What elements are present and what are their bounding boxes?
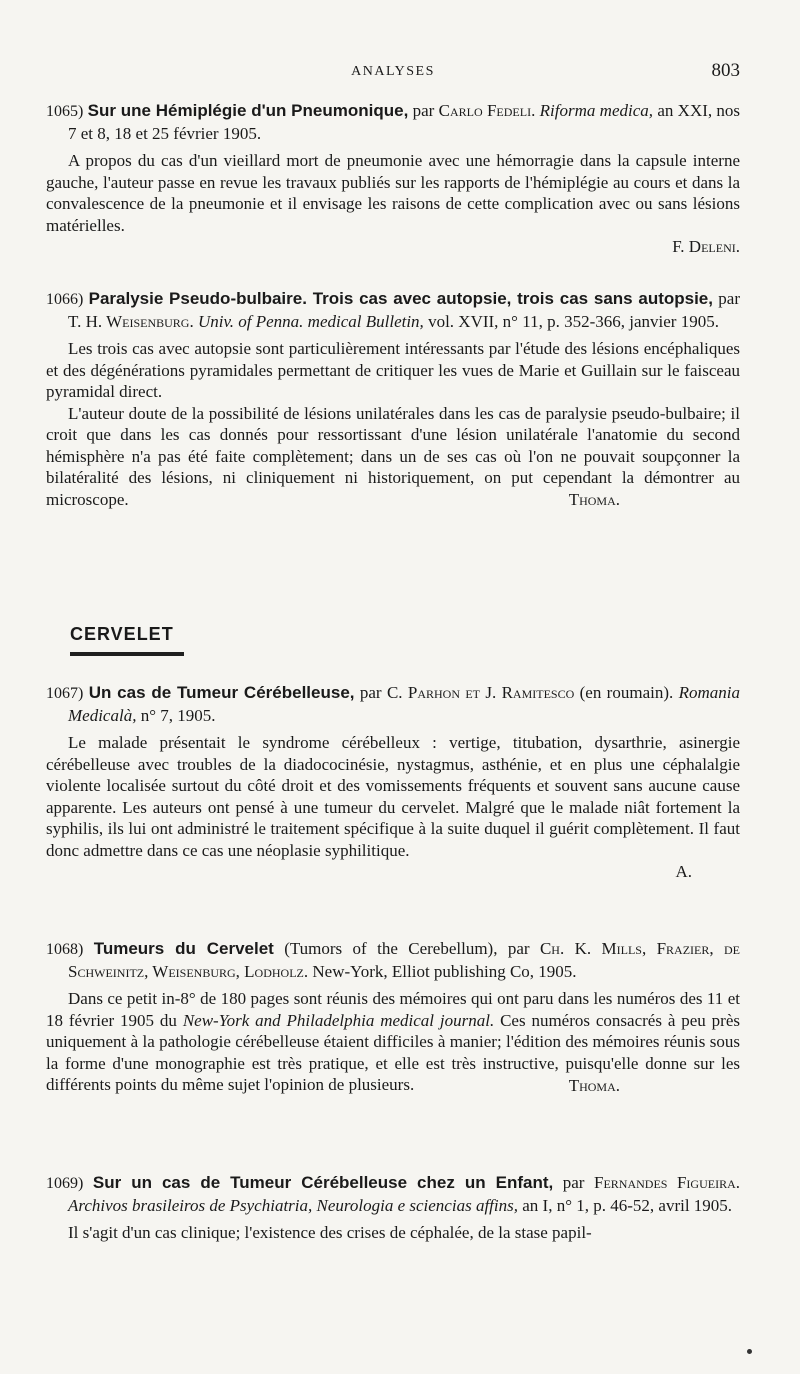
entry-number: 1065) <box>46 103 84 120</box>
page-number: 803 <box>711 60 740 81</box>
section-underline <box>70 652 184 656</box>
entry-title: Sur un cas de Tumeur Cérébelleuse chez un Enfant, <box>92 1173 554 1192</box>
by-word: par <box>507 939 530 958</box>
entry-journal: Romania Medicalà, <box>68 683 740 725</box>
entry-number: 1068) <box>46 941 84 958</box>
entry-author: Fernandes Figueira. <box>594 1173 741 1192</box>
document-page <box>46 0 740 1374</box>
entry-1066 <box>46 288 740 511</box>
entry-title: Un cas de Tumeur Cérébelleuse, <box>88 683 355 702</box>
entry-1069 <box>46 1172 740 1244</box>
citation <box>46 288 740 332</box>
entry-title: Tumeurs du Cervelet <box>93 939 274 958</box>
by-word: par <box>718 289 740 308</box>
by-word: par <box>412 101 435 120</box>
entry-author: Ch. K. Mills, Frazier, de Schweinitz, Weisenburg, Lodholz. <box>68 939 741 981</box>
entry-details: an XXI, nos 7 et 8, 18 et 25 février 1905. <box>68 101 741 143</box>
paragraph-start: Dans ce petit in-8° de 180 pages sont réunis des mémoires qui ont paru dans les numéros des 11 et 18 février 1905 du <box>46 989 740 1030</box>
entry-1065 <box>46 100 740 258</box>
entry-number: 1069) <box>46 1175 84 1192</box>
signature: Thoma. <box>568 490 620 509</box>
citation <box>46 100 740 144</box>
entry-author: Carlo Fedeli. <box>438 101 536 120</box>
entry-subtitle: (Tumors of the Cerebellum), <box>284 939 498 958</box>
abstract-paragraph: A propos du cas d'un vieillard mort de pneumonie avec une hémorragie dans la capsule interne gauche, l'auteur passe en revue les travaux publiés sur les rapports de l'hémiplégie au cours et dans la convalescence de la pneumonie et il envisage les raisons de cette complication avec ou sans lésions matérielles. <box>46 151 740 235</box>
page-header <box>46 60 740 88</box>
journal-reference: New-York and Philadelphia medical journal. <box>182 1010 495 1030</box>
ink-mark <box>747 1349 752 1354</box>
entry-journal: Riforma medica, <box>539 101 654 120</box>
entry-journal: Univ. of Penna. medical Bulletin, <box>197 311 424 331</box>
entry-number: 1067) <box>46 685 84 702</box>
entry-title: Sur une Hémiplégie d'un Pneumonique, <box>87 101 409 120</box>
entry-1067 <box>46 682 740 883</box>
by-word: par <box>562 1173 585 1192</box>
paragraph-end: Ces numéros consacrés à peu près uniquement à la pathologie cérébelleuse étaient difficiles à manier; l'édition des mémoires réunis sous la forme d'une monographie est très pratique, et elle est très instructive, puisqu'elle donne sur les différents points du même sujet l'opinion de plusieurs. <box>46 1010 740 1094</box>
entry-details: New-York, Elliot publishing Co, 1905. <box>312 961 577 981</box>
signature: F. Deleni. <box>672 237 740 256</box>
entry-author: T. H. Weisenburg. <box>68 311 194 331</box>
abstract-paragraph: L'auteur doute de la possibilité de lésions unilatérales dans les cas de paralysie pseudo-bulbaire; il croit que dans les cas donnés pour ressortissant d'une lésion unilatérale l'anatomie du second hémisphère n'a pas été faite complètement; dans un de ses cas où l'on ne pouvait soupçonner la bilatéralité des lésions, ni cliniquement ni historiquement, on put cependant la démontrer au microscope. <box>46 403 740 509</box>
section-heading: CERVELET <box>70 624 174 644</box>
entry-title: Paralysie Pseudo-bulbaire. Trois cas avec autopsie, trois cas sans autopsie, <box>88 289 713 308</box>
entry-journal: Archivos brasileiros de Psychiatria, Neurologia e sciencias affins, <box>68 1195 518 1215</box>
signature: A. <box>675 862 692 881</box>
signature: Thoma. <box>568 1075 620 1095</box>
abstract-paragraph: Les trois cas avec autopsie sont particulièrement intéressants par l'étude des lésions encéphaliques et des dégénérations pyramidales permettant de critiquer les vues de Marie et Guillain sur le faisceau pyramidal direct. <box>46 339 740 401</box>
entry-details: vol. XVII, n° 11, p. 352-366, janvier 1905. <box>428 311 719 331</box>
abstract-paragraph: Il s'agit d'un cas clinique; l'existence des crises de céphalée, de la stase papil- <box>68 1223 592 1242</box>
entry-language: (en roumain). <box>579 683 674 702</box>
running-title: ANALYSES <box>351 64 435 79</box>
entry-details: an I, n° 1, p. 46-52, avril 1905. <box>522 1195 733 1215</box>
by-word: par <box>359 683 382 702</box>
entry-author: C. Parhon et J. Ramitesco <box>386 683 575 702</box>
entry-1068 <box>46 938 740 1096</box>
citation <box>46 938 740 982</box>
entry-details: n° 7, 1905. <box>140 705 216 725</box>
citation <box>46 1172 740 1216</box>
citation <box>46 682 740 726</box>
entry-number: 1066) <box>46 291 84 308</box>
abstract-paragraph: Le malade présentait le syndrome cérébelleux : vertige, titubation, dysarthrie, asinergie cérébelleuse avec troubles de la diadococinésie, nystagmus, asthénie, et en plus une céphalalgie violente localisée surtout du côté droit et des vomissements fréquents et souvent sans aucune cause apparente. Les auteurs ont pensé à une tumeur du cervelet. Malgré que le malade niât fortement la syphilis, ils lui ont administré le traitement spécifique à la suite duquel il guérit complètement. Il faut donc admettre dans ce cas une néoplasie syphilitique. <box>46 733 740 860</box>
